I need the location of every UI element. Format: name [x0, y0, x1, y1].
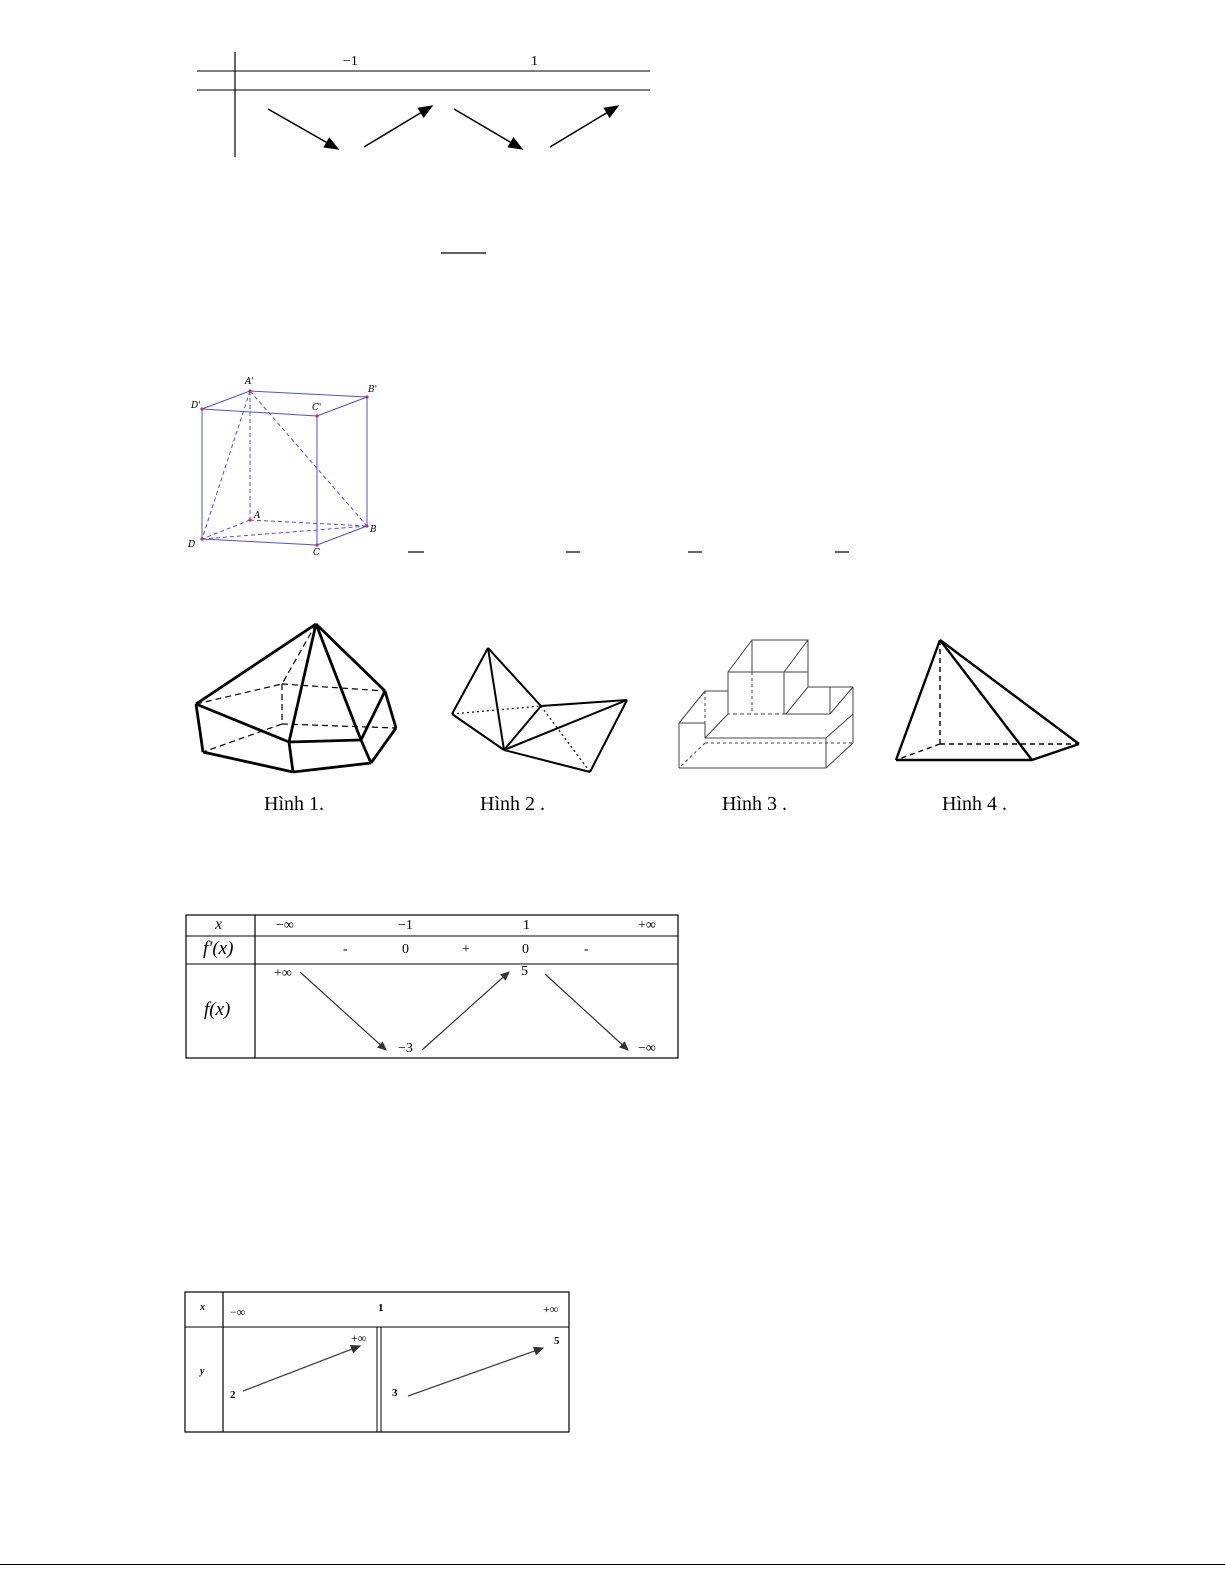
- t2-x-neg1: −1: [398, 918, 413, 933]
- label-a: A: [254, 511, 261, 521]
- label-b-prime: B': [368, 385, 378, 395]
- t2-f-end: −∞: [638, 1041, 656, 1056]
- t3-left-end: +∞: [351, 1331, 367, 1345]
- caption-figure-2: Hình 2 .: [480, 793, 545, 815]
- t3-arrow-left: [243, 1346, 360, 1391]
- figure-4: [896, 640, 1079, 760]
- label-c: C: [313, 548, 320, 558]
- t2-x-pos-inf: +∞: [638, 918, 656, 933]
- t2-f-label: f(x): [204, 999, 231, 1020]
- t2-fprime-label: f'(x): [203, 938, 234, 959]
- table1-x-1: 1: [531, 54, 538, 69]
- t2-f-max: 5: [521, 964, 528, 979]
- t3-arrow-right: [408, 1348, 543, 1396]
- caption-figure-3: Hình 3 .: [722, 793, 787, 815]
- t3-right-start: 3: [392, 1387, 398, 1399]
- t2-zero-2: 0: [522, 942, 529, 957]
- t3-left-start: 2: [230, 1389, 236, 1401]
- label-b: B: [370, 525, 377, 535]
- t3-x-neg-inf: −∞: [230, 1305, 246, 1319]
- t3-y-label: y: [200, 1366, 205, 1377]
- figure-3: [679, 640, 853, 768]
- t3-x-1: 1: [378, 1302, 384, 1314]
- label-d: D: [188, 540, 196, 550]
- t2-f-min: −3: [398, 1041, 413, 1056]
- table1-x-minus1: −1: [343, 54, 358, 69]
- t3-x-pos-inf: +∞: [543, 1302, 559, 1316]
- t2-x-neg-inf: −∞: [276, 918, 294, 933]
- t2-sign-2: +: [462, 942, 470, 957]
- label-a-prime: A': [245, 377, 254, 387]
- page-footer-rule: [0, 1564, 1225, 1565]
- t2-sign-1: -: [343, 942, 348, 957]
- t2-f-start: +∞: [274, 966, 292, 981]
- label-c-prime: C': [312, 403, 322, 413]
- caption-figure-1: Hình 1.: [264, 793, 324, 815]
- t3-right-end: 5: [554, 1335, 560, 1347]
- caption-figure-4: Hình 4 .: [942, 793, 1007, 815]
- label-d-prime: D': [191, 401, 201, 411]
- t2-zero-1: 0: [402, 942, 409, 957]
- t3-x-label: x: [200, 1302, 205, 1313]
- t2-sign-3: -: [584, 942, 589, 957]
- t2-x-label: x: [215, 916, 223, 933]
- t2-x-1: 1: [523, 918, 530, 933]
